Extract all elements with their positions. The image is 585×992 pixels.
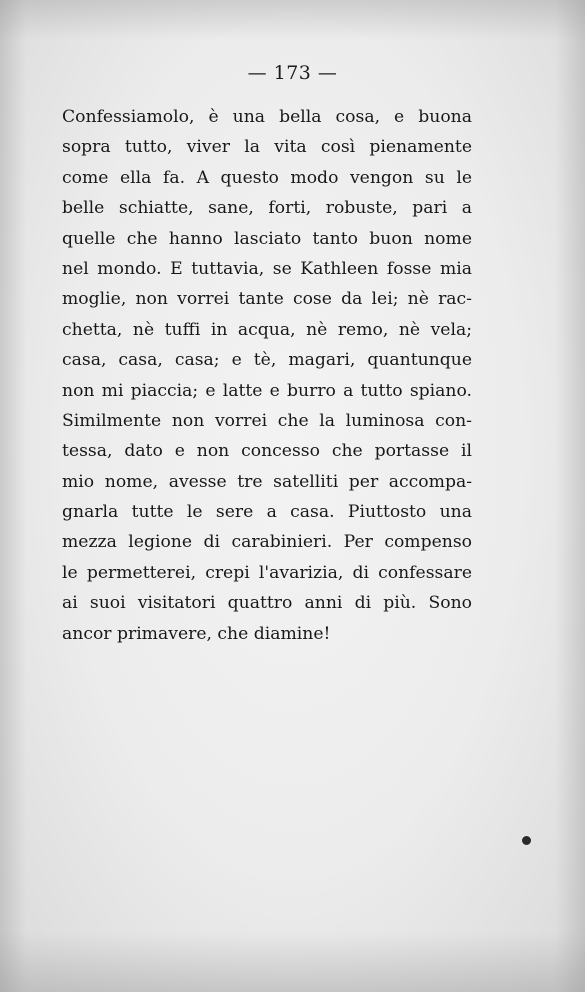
page-shadow-left [0,0,26,992]
text-line: ai suoi visitatori quattro anni di più. Sono [62,593,472,614]
text-line: chetta, nè tuffi in acqua, nè remo, nè vela; [62,319,472,340]
page-shadow-top [0,0,585,40]
page-shadow-right [555,0,585,992]
text-line: come ella fa. A questo modo vengon su le [62,167,472,188]
page-shadow-bottom [0,932,585,992]
text-line: nel mondo. E tuttavia, se Kathleen fosse mia [62,258,472,279]
paragraph-1 [62,102,472,406]
text-line: quelle che hanno lasciato tanto buon nome [62,228,472,249]
text-line: Confessiamolo, è una bella cosa, e buona [62,107,472,127]
text-line: mio nome, avesse tre satelliti per accompa- [62,471,472,492]
text-line: mezza legione di carabinieri. Per compenso [62,532,472,553]
text-line: non mi piaccia; e latte e burro a tutto spiano. [62,380,472,401]
text-line: ancor primavere, che diamine! [62,623,331,644]
text-line: Similmente non vorrei che la luminosa con- [62,410,472,431]
text-line: le permetterei, crepi l'avarizia, di confessare [62,562,472,583]
text-line: gnarla tutte le sere a casa. Piuttosto una [62,502,472,523]
page-number: — 173 — [247,62,338,84]
body-text [62,102,472,649]
paragraph-2 [62,406,472,649]
text-line: casa, casa, casa; e tè, magari, quantunque [62,350,472,371]
text-line: sopra tutto, viver la vita così pienamente [62,137,472,158]
text-line: moglie, non vorrei tante cose da lei; nè rac- [62,289,472,310]
ink-speck [522,836,531,845]
text-line: belle schiatte, sane, forti, robuste, pari a [62,198,472,219]
text-line: tessa, dato e non concesso che portasse il [62,441,472,462]
